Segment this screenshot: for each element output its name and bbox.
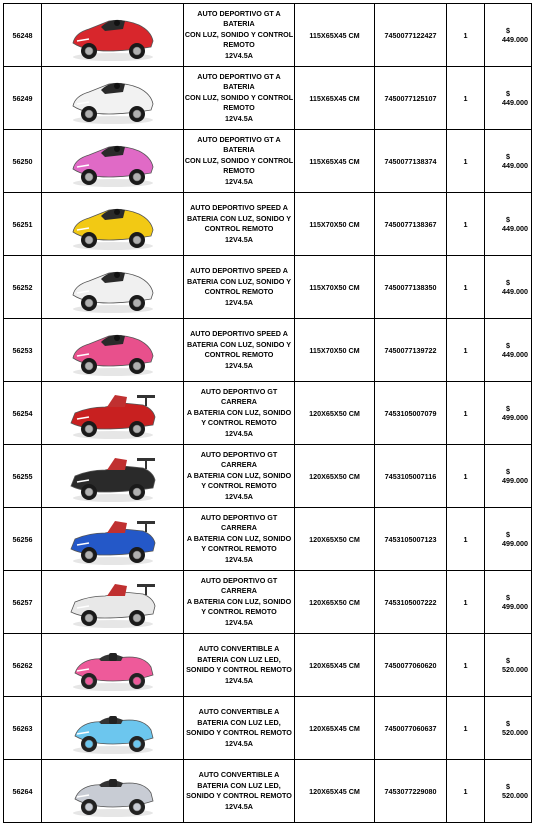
white-gt-carrera-icon: [65, 574, 161, 630]
table-row: [4, 508, 532, 571]
product-image-cell: [42, 4, 184, 67]
price-amount: 520.000: [502, 728, 528, 737]
product-image-cell: [42, 319, 184, 382]
product-barcode: 7453105007222: [375, 571, 447, 634]
table-row: [4, 571, 532, 634]
red-gt-carrera-icon: [65, 385, 161, 441]
product-price: [485, 67, 532, 130]
product-table: [3, 3, 532, 823]
table-row: [4, 445, 532, 508]
product-quantity: 1: [447, 193, 485, 256]
product-quantity: 1: [447, 634, 485, 697]
product-description: AUTO CONVERTIBLE A BATERIA CON LUZ LED, SONIDO Y CONTROL REMOTO 12V4.5A: [184, 760, 295, 823]
product-image-cell: [42, 571, 184, 634]
product-barcode: 7453077229080: [375, 760, 447, 823]
product-description: AUTO DEPORTIVO SPEED A BATERIA CON LUZ, SONIDO Y CONTROL REMOTO 12V4.5A: [184, 193, 295, 256]
currency-symbol: $: [506, 530, 510, 539]
product-code: 56252: [4, 256, 42, 319]
product-quantity: 1: [447, 445, 485, 508]
blue-gt-carrera-icon: [65, 511, 161, 567]
price-amount: 449.000: [502, 161, 528, 170]
product-code: 56264: [4, 760, 42, 823]
yellow-speed-car-icon: [65, 196, 161, 252]
product-dimensions: 120X65X50 CM: [295, 382, 375, 445]
product-image-cell: [42, 760, 184, 823]
product-quantity: 1: [447, 760, 485, 823]
product-description: AUTO DEPORTIVO GT CARRERA A BATERIA CON LUZ, SONIDO Y CONTROL REMOTO 12V4.5A: [184, 445, 295, 508]
product-image-cell: [42, 445, 184, 508]
product-price: [485, 634, 532, 697]
product-dimensions: 120X65X45 CM: [295, 697, 375, 760]
product-dimensions: 115X70X50 CM: [295, 193, 375, 256]
currency-symbol: $: [506, 593, 510, 602]
product-dimensions: 115X70X50 CM: [295, 319, 375, 382]
product-barcode: 7453105007116: [375, 445, 447, 508]
product-quantity: 1: [447, 67, 485, 130]
product-code: 56255: [4, 445, 42, 508]
pink-sports-car-icon: [65, 133, 161, 189]
price-amount: 499.000: [502, 476, 528, 485]
product-price: [485, 193, 532, 256]
product-description: AUTO DEPORTIVO GT CARRERA A BATERIA CON LUZ, SONIDO Y CONTROL REMOTO 12V4.5A: [184, 382, 295, 445]
product-barcode: 7453105007123: [375, 508, 447, 571]
price-amount: 449.000: [502, 98, 528, 107]
currency-symbol: $: [506, 26, 510, 35]
currency-symbol: $: [506, 341, 510, 350]
product-description: AUTO DEPORTIVO SPEED A BATERIA CON LUZ, SONIDO Y CONTROL REMOTO 12V4.5A: [184, 319, 295, 382]
product-dimensions: 120X65X50 CM: [295, 571, 375, 634]
product-code: 56248: [4, 4, 42, 67]
product-image-cell: [42, 634, 184, 697]
black-gt-carrera-icon: [65, 448, 161, 504]
pink-speed-car-icon: [65, 322, 161, 378]
product-price: [485, 382, 532, 445]
currency-symbol: $: [506, 467, 510, 476]
product-image-cell: [42, 193, 184, 256]
product-barcode: 7450077138367: [375, 193, 447, 256]
product-code: 56256: [4, 508, 42, 571]
table-row: [4, 67, 532, 130]
white-speed-car-icon: [65, 259, 161, 315]
product-dimensions: 115X70X50 CM: [295, 256, 375, 319]
product-quantity: 1: [447, 697, 485, 760]
product-description: AUTO DEPORTIVO GT CARRERA A BATERIA CON LUZ, SONIDO Y CONTROL REMOTO 12V4.5A: [184, 571, 295, 634]
product-dimensions: 120X65X50 CM: [295, 445, 375, 508]
currency-symbol: $: [506, 278, 510, 287]
product-price: [485, 445, 532, 508]
currency-symbol: $: [506, 404, 510, 413]
table-row: [4, 697, 532, 760]
product-code: 56250: [4, 130, 42, 193]
currency-symbol: $: [506, 152, 510, 161]
product-description: AUTO DEPORTIVO GT A BATERIA CON LUZ, SONIDO Y CONTROL REMOTO 12V4.5A: [184, 4, 295, 67]
product-price: [485, 760, 532, 823]
product-quantity: 1: [447, 571, 485, 634]
red-sports-car-icon: [65, 7, 161, 63]
product-code: 56263: [4, 697, 42, 760]
table-row: [4, 634, 532, 697]
currency-symbol: $: [506, 656, 510, 665]
product-price: [485, 571, 532, 634]
product-quantity: 1: [447, 319, 485, 382]
product-dimensions: 115X65X45 CM: [295, 67, 375, 130]
product-code: 56249: [4, 67, 42, 130]
price-amount: 499.000: [502, 413, 528, 422]
product-quantity: 1: [447, 508, 485, 571]
product-quantity: 1: [447, 130, 485, 193]
product-dimensions: 120X65X50 CM: [295, 508, 375, 571]
price-amount: 520.000: [502, 791, 528, 800]
product-price: [485, 319, 532, 382]
product-description: AUTO DEPORTIVO GT A BATERIA CON LUZ, SONIDO Y CONTROL REMOTO 12V4.5A: [184, 67, 295, 130]
currency-symbol: $: [506, 782, 510, 791]
product-price: [485, 508, 532, 571]
silver-convertible-car-icon: [65, 763, 161, 819]
product-image-cell: [42, 382, 184, 445]
product-rows: [4, 4, 532, 823]
product-dimensions: 115X65X45 CM: [295, 130, 375, 193]
currency-symbol: $: [506, 89, 510, 98]
price-amount: 449.000: [502, 287, 528, 296]
product-price: [485, 697, 532, 760]
price-amount: 499.000: [502, 602, 528, 611]
product-code: 56251: [4, 193, 42, 256]
table-row: [4, 4, 532, 67]
price-amount: 449.000: [502, 224, 528, 233]
product-barcode: 7450077125107: [375, 67, 447, 130]
product-code: 56254: [4, 382, 42, 445]
product-barcode: 7450077139722: [375, 319, 447, 382]
product-code: 56257: [4, 571, 42, 634]
product-barcode: 7450077138350: [375, 256, 447, 319]
product-dimensions: 115X65X45 CM: [295, 4, 375, 67]
price-amount: 449.000: [502, 350, 528, 359]
product-price: [485, 256, 532, 319]
table-row: [4, 130, 532, 193]
pink-convertible-car-icon: [65, 637, 161, 693]
currency-symbol: $: [506, 719, 510, 728]
product-quantity: 1: [447, 382, 485, 445]
product-barcode: 7450077060637: [375, 697, 447, 760]
product-price: [485, 4, 532, 67]
table-row: [4, 193, 532, 256]
product-barcode: 7453105007079: [375, 382, 447, 445]
product-dimensions: 120X65X45 CM: [295, 760, 375, 823]
price-amount: 499.000: [502, 539, 528, 548]
product-image-cell: [42, 130, 184, 193]
table-row: [4, 256, 532, 319]
table-row: [4, 760, 532, 823]
product-dimensions: 120X65X45 CM: [295, 634, 375, 697]
table-row: [4, 319, 532, 382]
product-description: AUTO CONVERTIBLE A BATERIA CON LUZ LED, SONIDO Y CONTROL REMOTO 12V4.5A: [184, 697, 295, 760]
product-barcode: 7450077060620: [375, 634, 447, 697]
product-description: AUTO DEPORTIVO GT CARRERA A BATERIA CON LUZ, SONIDO Y CONTROL REMOTO 12V4.5A: [184, 508, 295, 571]
product-image-cell: [42, 67, 184, 130]
product-quantity: 1: [447, 256, 485, 319]
product-image-cell: [42, 508, 184, 571]
product-description: AUTO DEPORTIVO GT A BATERIA CON LUZ, SONIDO Y CONTROL REMOTO 12V4.5A: [184, 130, 295, 193]
product-description: AUTO CONVERTIBLE A BATERIA CON LUZ LED, SONIDO Y CONTROL REMOTO 12V4.5A: [184, 634, 295, 697]
white-sports-car-icon: [65, 70, 161, 126]
currency-symbol: $: [506, 215, 510, 224]
blue-convertible-car-icon: [65, 700, 161, 756]
product-description: AUTO DEPORTIVO SPEED A BATERIA CON LUZ, SONIDO Y CONTROL REMOTO 12V4.5A: [184, 256, 295, 319]
product-image-cell: [42, 697, 184, 760]
price-amount: 520.000: [502, 665, 528, 674]
price-amount: 449.000: [502, 35, 528, 44]
product-barcode: 7450077122427: [375, 4, 447, 67]
product-barcode: 7450077138374: [375, 130, 447, 193]
product-code: 56253: [4, 319, 42, 382]
product-price: [485, 130, 532, 193]
product-quantity: 1: [447, 4, 485, 67]
table-row: [4, 382, 532, 445]
product-code: 56262: [4, 634, 42, 697]
product-image-cell: [42, 256, 184, 319]
